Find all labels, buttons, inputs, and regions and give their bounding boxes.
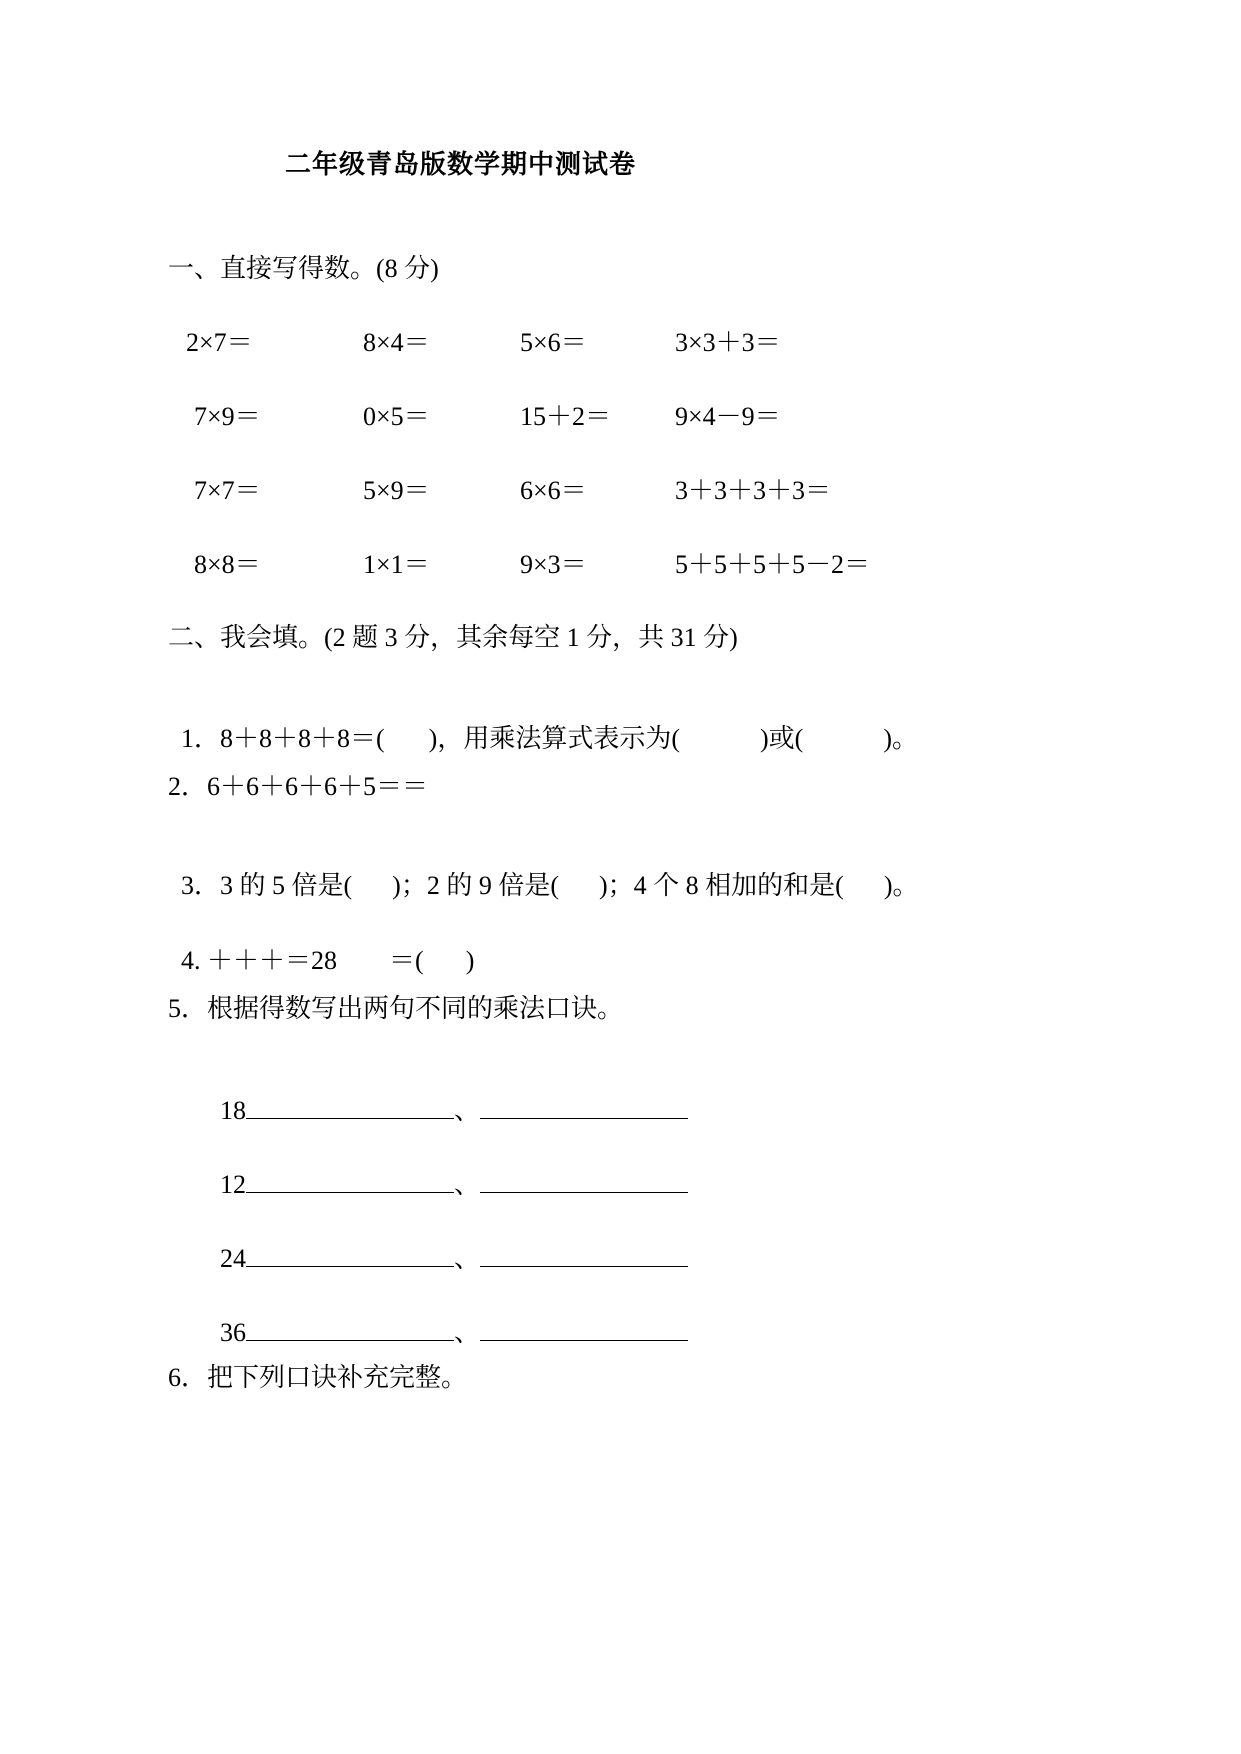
q1-part-d: )。 xyxy=(883,724,918,753)
q1-part-a: 1．8＋8＋8＋8＝( xyxy=(181,724,385,753)
q3-part-c: )；4 个 8 相加的和是( xyxy=(599,871,844,900)
q3-part-a: 3．3 的 5 倍是( xyxy=(181,871,353,900)
q5-number: 18 xyxy=(220,1096,246,1125)
separator: 、 xyxy=(454,1096,481,1125)
calc-item: 1×1＝ xyxy=(363,550,430,579)
calc-item: 3×3＋3＝ xyxy=(675,328,781,357)
q5-number: 24 xyxy=(220,1244,246,1273)
q5-row xyxy=(207,1218,688,1272)
question-3 xyxy=(168,847,919,899)
answer-line[interactable] xyxy=(246,1318,454,1341)
q5-row xyxy=(207,1292,688,1346)
calc-item: 8×4＝ xyxy=(363,328,430,357)
section2-heading: 二、我会填。(2 题 3 分，其余每空 1 分，共 31 分) xyxy=(168,623,738,652)
question-4 xyxy=(168,922,474,974)
separator: 、 xyxy=(454,1170,481,1199)
exam-title: 二年级青岛版数学期中测试卷 xyxy=(285,150,637,180)
question-5-prompt: 5．根据得数写出两句不同的乘法口诀。 xyxy=(168,994,624,1023)
q5-row xyxy=(207,1070,688,1124)
answer-line[interactable] xyxy=(246,1096,454,1119)
answer-line[interactable] xyxy=(480,1170,688,1193)
calc-item: 2×7＝ xyxy=(186,328,253,357)
question-1 xyxy=(168,700,918,752)
calc-item: 5×9＝ xyxy=(363,476,430,505)
calc-item: 7×7＝ xyxy=(194,476,261,505)
calc-item: 5＋5＋5＋5－2＝ xyxy=(675,550,871,579)
q4-part-c: ) xyxy=(465,946,475,975)
q5-number: 36 xyxy=(220,1318,246,1347)
calc-item: 6×6＝ xyxy=(520,476,587,505)
q5-row xyxy=(207,1144,688,1198)
q1-part-b: )，用乘法算式表示为( xyxy=(428,724,680,753)
q1-part-c: )或( xyxy=(760,724,804,753)
calc-item: 5×6＝ xyxy=(520,328,587,357)
answer-line[interactable] xyxy=(480,1244,688,1267)
calc-item: 15＋2＝ xyxy=(520,402,612,431)
q3-part-b: )；2 的 9 倍是( xyxy=(392,871,559,900)
calc-item: 9×3＝ xyxy=(520,550,587,579)
question-2: 2．6＋6＋6＋6＋5＝＝ xyxy=(168,772,429,801)
answer-line[interactable] xyxy=(480,1318,688,1341)
calc-item: 9×4－9＝ xyxy=(675,402,781,431)
answer-line[interactable] xyxy=(246,1244,454,1267)
separator: 、 xyxy=(454,1318,481,1347)
q4-part-a: 4. ＋＋＋＝28 xyxy=(181,946,338,975)
answer-line[interactable] xyxy=(246,1170,454,1193)
answer-line[interactable] xyxy=(480,1096,688,1119)
section1-heading: 一、直接写得数。(8 分) xyxy=(168,254,439,283)
q3-part-d: )。 xyxy=(883,871,919,900)
question-6: 6．把下列口诀补充完整。 xyxy=(168,1363,468,1392)
calc-item: 0×5＝ xyxy=(363,402,430,431)
q5-number: 12 xyxy=(220,1170,246,1199)
separator: 、 xyxy=(454,1244,481,1273)
q4-part-b: ＝( xyxy=(389,946,424,975)
calc-item: 7×9＝ xyxy=(194,402,261,431)
calc-item: 3＋3＋3＋3＝ xyxy=(675,476,832,505)
calc-item: 8×8＝ xyxy=(194,550,261,579)
